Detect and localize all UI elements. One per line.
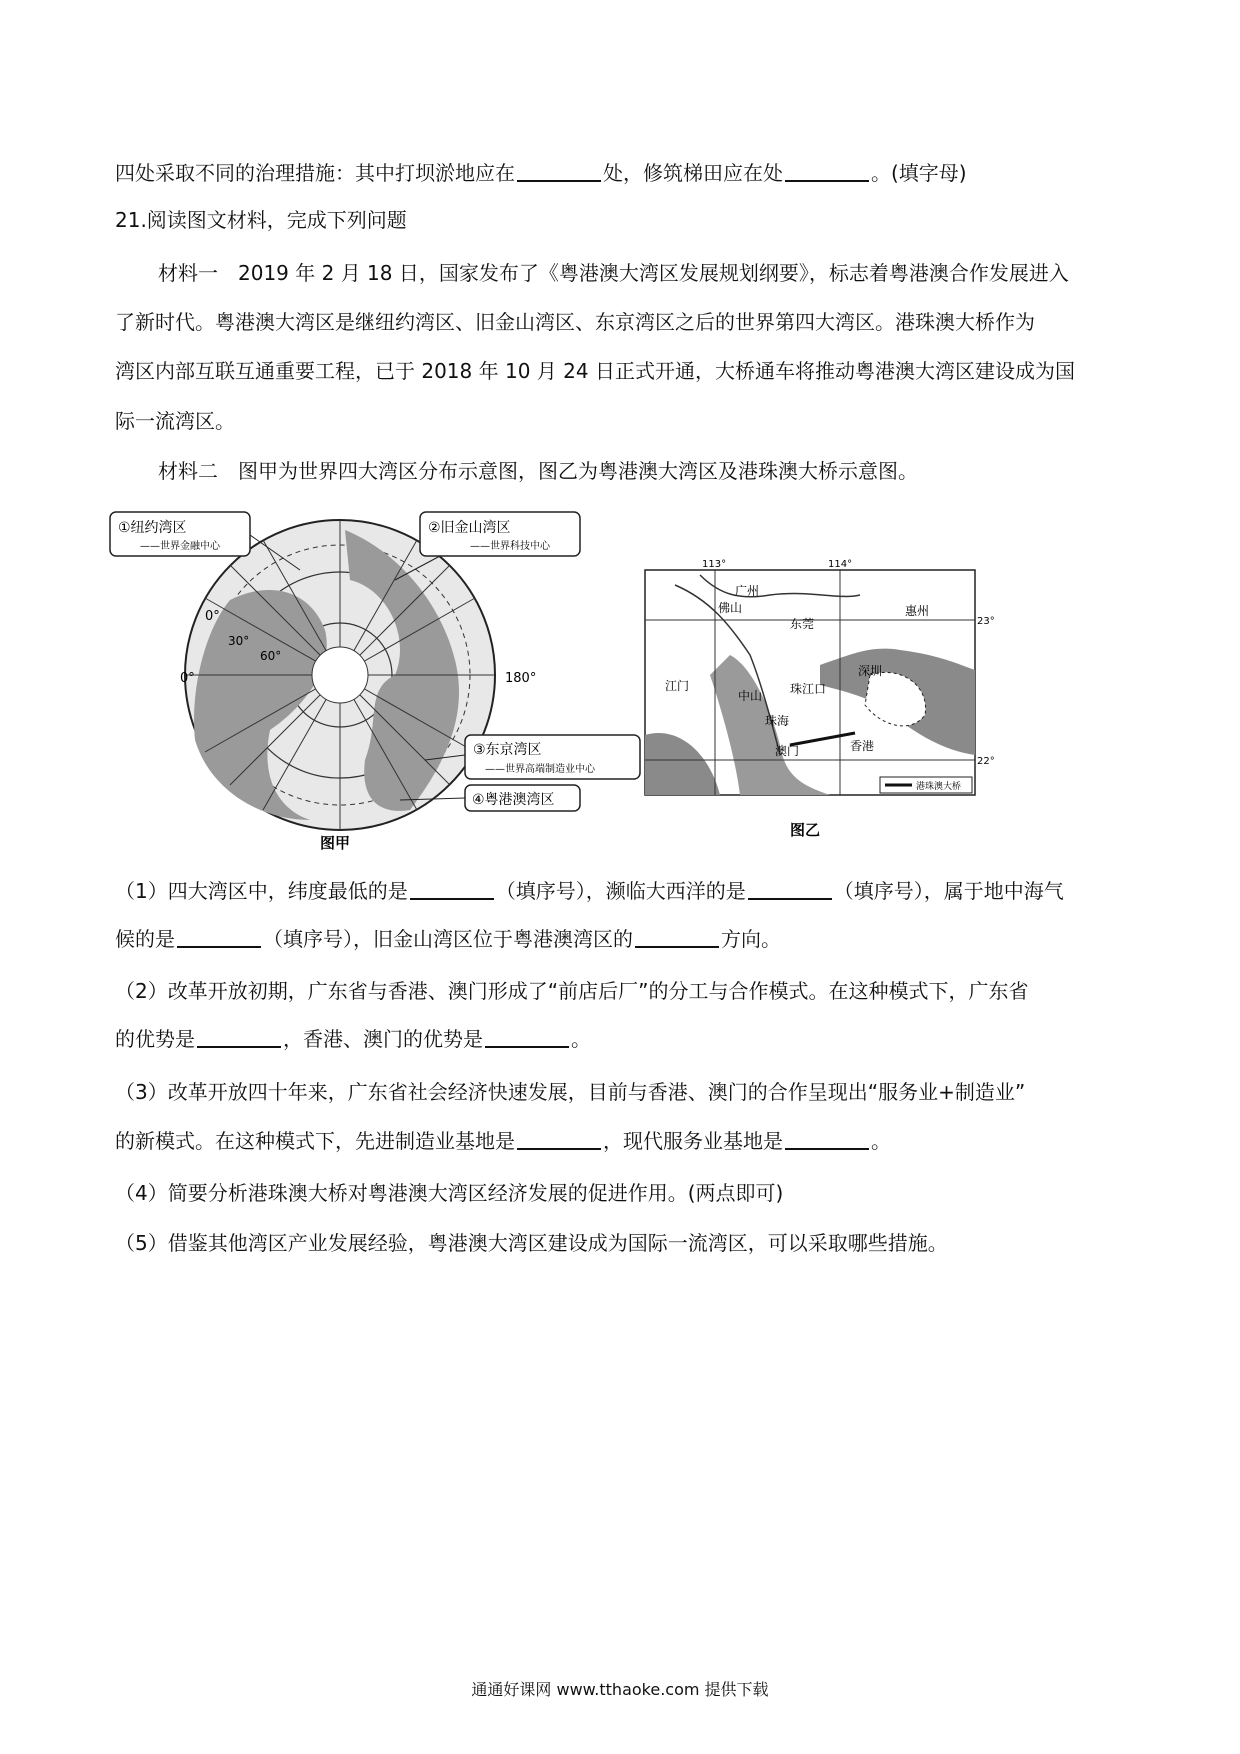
- answer-blank[interactable]: [410, 878, 494, 900]
- city-hongkong: 香港: [850, 739, 875, 753]
- material-one-line: 了新时代。粤港澳大湾区是继纽约湾区、旧金山湾区、东京湾区之后的世界第四大湾区。港珠澳大桥作为: [115, 310, 1035, 334]
- svg-text:③东京湾区: ③东京湾区: [473, 742, 542, 758]
- answer-blank[interactable]: [635, 926, 719, 948]
- answer-blank[interactable]: [785, 1128, 869, 1150]
- lat-label: 60°: [260, 649, 282, 663]
- top-line-text: 。(填字母): [871, 161, 967, 185]
- city-zhujiangkou: 珠江口: [790, 682, 827, 696]
- lon-label: 180°: [505, 671, 537, 686]
- city-macao: 澳门: [775, 744, 800, 758]
- question-1-line: （1）四大湾区中，纬度最低的是 （填序号），濒临大西洋的是 （填序号），属于地中海气: [115, 879, 1064, 903]
- question-3-line: （3）改革开放四十年来，广东省社会经济快速发展，目前与香港、澳门的合作呈现出“服务业+制造业”: [115, 1080, 1026, 1104]
- map-legend: [880, 777, 972, 793]
- city-zhongshan: 中山: [738, 689, 763, 703]
- question-1-line: 候的是 （填序号），旧金山湾区位于粤港澳湾区的 方向。: [115, 927, 781, 951]
- svg-text:④粤港澳湾区: ④粤港澳湾区: [472, 792, 555, 808]
- svg-text:——世界科技中心: ——世界科技中心: [470, 541, 550, 552]
- figure-b-map: [640, 555, 995, 845]
- answer-blank[interactable]: [785, 160, 869, 182]
- page-footer: 通通好课网 www.tthaoke.com 提供下载: [471, 1680, 769, 1699]
- lat-label: 30°: [228, 634, 250, 648]
- lon-label: 113°: [702, 559, 727, 570]
- material-one-line: 材料一 2019 年 2 月 18 日，国家发布了《粤港澳大湾区发展规划纲要》，标志着粤港澳合作发展进入: [158, 261, 1069, 285]
- city-huizhou: 惠州: [905, 604, 930, 618]
- figure-a-map: [110, 510, 640, 850]
- lon-label: 0°: [180, 671, 195, 686]
- answer-blank[interactable]: [517, 1128, 601, 1150]
- answer-blank[interactable]: [197, 1026, 281, 1048]
- top-line-text: 处，修筑梯田应在处: [603, 161, 783, 185]
- material-two: 材料二 图甲为世界四大湾区分布示意图，图乙为粤港澳大湾区及港珠澳大桥示意图。: [158, 459, 918, 483]
- question-2-line: 的优势是 ，香港、澳门的优势是 。: [115, 1027, 591, 1051]
- material-one-line: 际一流湾区。: [115, 409, 235, 433]
- answer-blank[interactable]: [748, 878, 832, 900]
- city-dongguan: 东莞: [790, 617, 815, 631]
- answer-blank[interactable]: [517, 160, 601, 182]
- question-title: 21.阅读图文材料，完成下列问题: [115, 208, 407, 232]
- question-2-line: （2）改革开放初期，广东省与香港、澳门形成了“前店后厂”的分工与合作模式。在这种模式下，广东省: [115, 979, 1029, 1003]
- top-line-text: 四处采取不同的治理措施：其中打坝淤地应在: [115, 161, 515, 185]
- polar-globe: [185, 520, 495, 830]
- lat-label: 23°: [977, 616, 995, 627]
- svg-text:——世界高端制造业中心: ——世界高端制造业中心: [485, 764, 595, 775]
- svg-text:——世界金融中心: ——世界金融中心: [140, 541, 220, 552]
- svg-text:港珠澳大桥: 港珠澳大桥: [916, 782, 962, 792]
- question-4: （4）简要分析港珠澳大桥对粤港澳大湾区经济发展的促进作用。(两点即可): [115, 1181, 784, 1205]
- material-one-line: 湾区内部互联互通重要工程，已于 2018 年 10 月 24 日正式开通，大桥通车将推动粤港澳大湾区建设成为国: [115, 359, 1075, 383]
- question-3-line: 的新模式。在这种模式下，先进制造业基地是 ，现代服务业基地是 。: [115, 1129, 891, 1153]
- city-shenzhen: 深圳: [858, 664, 883, 678]
- city-zhuhai: 珠海: [765, 714, 790, 728]
- question-5: （5）借鉴其他湾区产业发展经验，粤港澳大湾区建设成为国际一流湾区，可以采取哪些措施。: [115, 1231, 948, 1255]
- lat-label: 22°: [977, 756, 995, 767]
- city-jiangmen: 江门: [665, 679, 690, 693]
- answer-blank[interactable]: [177, 926, 261, 948]
- city-foshan: 佛山: [718, 601, 743, 615]
- figure-a-caption: 图甲: [320, 834, 351, 852]
- figure-b-caption: 图乙: [790, 821, 821, 839]
- svg-text:②旧金山湾区: ②旧金山湾区: [428, 520, 511, 536]
- svg-text:①纽约湾区: ①纽约湾区: [118, 520, 187, 536]
- lat-label: 0°: [205, 609, 220, 624]
- top-line: [115, 160, 967, 186]
- city-guangzhou: 广州: [735, 584, 760, 598]
- answer-blank[interactable]: [485, 1026, 569, 1048]
- lon-label: 114°: [828, 559, 853, 570]
